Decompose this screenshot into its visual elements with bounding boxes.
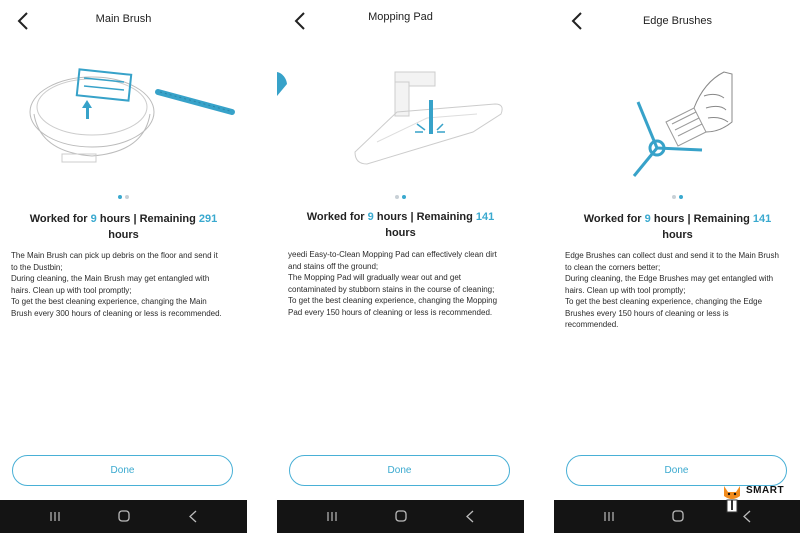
recent-apps-icon[interactable] [40, 500, 70, 533]
remaining-unit: hours [385, 227, 416, 239]
main-brush-screen [0, 0, 247, 533]
page-dot [679, 195, 683, 199]
description-line: and stains off the ground; [288, 261, 379, 271]
description-line: Brush every 300 hours of cleaning or less is recommended. [11, 308, 222, 318]
recent-apps-icon[interactable] [317, 500, 347, 533]
usage-stats [287, 209, 514, 241]
description-line: to the Dustbin; [11, 262, 63, 272]
worked-unit: hours [376, 211, 408, 223]
page-dot [118, 195, 122, 199]
description-line: During cleaning, the Edge Brushes may get entangled with [565, 274, 774, 283]
edge-brushes-screen [554, 0, 800, 533]
remaining-label: Remaining [139, 213, 196, 225]
remaining-value: 141 [752, 213, 772, 225]
home-icon[interactable] [663, 500, 693, 533]
home-icon[interactable] [109, 500, 139, 533]
watermark-text: SMART [746, 485, 785, 496]
description-line: The Mopping Pad will gradually wear out and get [288, 273, 461, 282]
description-line: yeedi Easy-to-Clean Mopping Pad can effectively clean dirt [288, 250, 497, 259]
mopping-pad-illustration [277, 52, 524, 184]
back-icon[interactable] [455, 500, 485, 533]
done-button[interactable]: Done [566, 455, 787, 486]
description-line: To get the best cleaning experience, changing the Edge [565, 297, 763, 306]
page-title: Edge Brushes [642, 15, 713, 27]
remaining-label: Remaining [693, 213, 750, 225]
description-line: Brushes every 150 hours of cleaning or less is [565, 308, 729, 318]
main-brush-illustration [0, 52, 247, 184]
description-line: Pad every 150 hours of cleaning or less is recommended. [288, 307, 493, 317]
page-dot [402, 195, 406, 199]
description-line: During cleaning, the Main Brush may get entangled with [11, 274, 210, 283]
watermark-logo [718, 480, 800, 533]
description-line: hairs. Clean up with tool promptly; [565, 285, 686, 295]
description-line: Edge Brushes can collect dust and send it to the Main Brush [565, 251, 779, 260]
mascot-icon [718, 482, 746, 522]
page-indicator [277, 186, 524, 194]
page-dot [672, 195, 676, 199]
description-line: to clean the corners better; [565, 262, 661, 272]
description [288, 249, 514, 318]
page-dot [395, 195, 399, 199]
header [277, 0, 524, 42]
android-nav-bar [0, 500, 247, 533]
description-line: To get the best cleaning experience, changing the Mopping [288, 296, 498, 305]
header [554, 0, 800, 42]
description-line: The Main Brush can pick up debris on the floor and send it [11, 251, 218, 260]
android-nav-bar [277, 500, 524, 533]
worked-value: 9 [367, 211, 374, 223]
remaining-value: 141 [475, 211, 495, 223]
description [11, 250, 237, 319]
page-title: Mopping Pad [368, 11, 433, 23]
separator: | [410, 211, 414, 223]
home-icon[interactable] [386, 500, 416, 533]
worked-value: 9 [90, 213, 97, 225]
back-icon[interactable] [178, 500, 208, 533]
header [0, 0, 247, 42]
description-line: hairs. Clean up with tool promptly; [11, 285, 132, 295]
description [565, 250, 791, 331]
worked-value: 9 [644, 213, 651, 225]
worked-label: Worked for [306, 211, 365, 223]
remaining-label: Remaining [416, 211, 473, 223]
done-button[interactable]: Done [289, 455, 510, 486]
worked-label: Worked for [583, 213, 642, 225]
remaining-unit: hours [662, 229, 693, 241]
recent-apps-icon[interactable] [594, 500, 624, 533]
worked-unit: hours [653, 213, 685, 225]
mopping-pad-screen [277, 0, 524, 533]
page-title: Main Brush [95, 13, 152, 25]
remaining-unit: hours [108, 229, 139, 241]
remaining-value: 291 [198, 213, 218, 225]
description-line: recommended. [565, 320, 619, 329]
description-line: contaminated by stubborn stains in the course of cleaning; [288, 284, 495, 294]
page-indicator [554, 186, 800, 194]
edge-brushes-illustration [554, 52, 800, 184]
page-dot [125, 195, 129, 199]
worked-label: Worked for [29, 213, 88, 225]
worked-unit: hours [99, 213, 131, 225]
description-line: To get the best cleaning experience, changing the Main [11, 297, 207, 306]
usage-stats [10, 211, 237, 243]
page-indicator [0, 186, 247, 194]
usage-stats [564, 211, 791, 243]
separator: | [133, 213, 137, 225]
separator: | [687, 213, 691, 225]
done-button[interactable]: Done [12, 455, 233, 486]
